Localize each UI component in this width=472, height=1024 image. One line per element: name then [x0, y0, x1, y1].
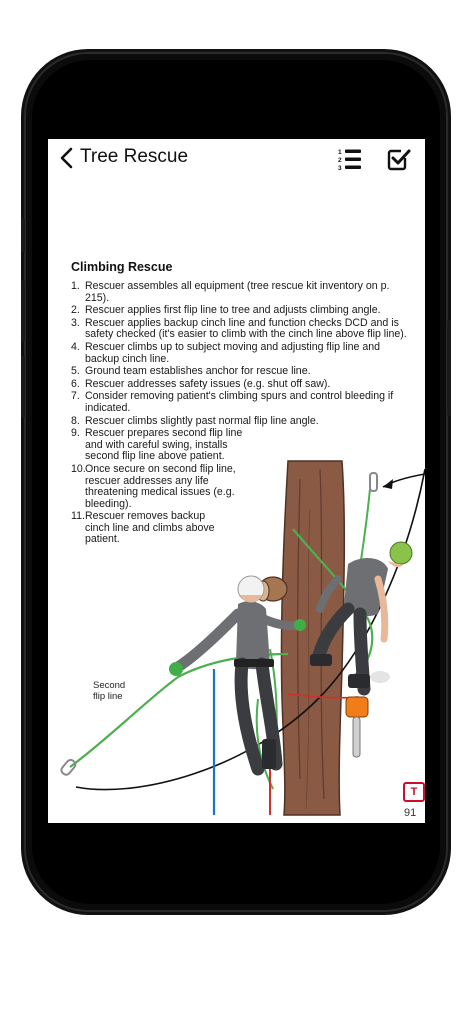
power-button: [447, 320, 451, 416]
svg-text:1: 1: [338, 149, 342, 156]
step-text: Ground team establishes anchor for rescue line.: [85, 365, 311, 378]
step-number: 9.: [71, 427, 80, 440]
svg-text:2: 2: [338, 157, 342, 164]
step-number: 10.: [71, 462, 86, 475]
step-text: Rescuer assembles all equipment (tree rescue kit inventory on p. 215).: [85, 280, 390, 304]
svg-text:3: 3: [338, 165, 342, 171]
step-text: Rescuer climbs slightly past normal flip line angle.: [85, 414, 319, 427]
volume-down-button: [21, 356, 25, 418]
list-item: [71, 366, 407, 378]
app-screen: [48, 139, 425, 823]
brand-logo-icon: T: [403, 782, 425, 802]
carabiner-icon: [60, 758, 77, 776]
step-number: 3.: [71, 316, 80, 329]
step-text: Rescuer climbs up to subject moving and adjusting flip line and backup cinch line.: [85, 340, 381, 365]
chevron-left-icon[interactable]: [56, 146, 78, 170]
step-number: 2.: [71, 304, 80, 317]
step-text: Rescuer addresses safety issues (e.g. shut off saw).: [85, 377, 331, 390]
list-item: [71, 318, 407, 341]
page-title: Tree Rescue: [80, 146, 189, 167]
list-item: [71, 305, 407, 317]
list-item: [71, 379, 407, 391]
step-text: Once secure on second flip line, rescuer addresses any life threatening medical issues (e.g. bleeding).: [85, 462, 236, 510]
volume-up-button: [21, 280, 25, 342]
list-item: [71, 416, 407, 428]
tree-trunk: [281, 461, 344, 815]
step-text: Consider removing patient's climbing spurs and control bleeding if indicated.: [85, 390, 394, 414]
section-heading: Climbing Rescue: [71, 260, 173, 274]
step-text: Rescuer applies backup cinch line and function checks DCD and is safety checked (it's easier to climb with the cinch line above flip line).: [85, 316, 407, 341]
illustration-label: Second flip line: [93, 680, 126, 702]
page-number: 91: [404, 807, 417, 819]
checkbox-check-icon[interactable]: [387, 147, 411, 171]
step-text: Rescuer applies first flip line to tree and adjusts climbing angle.: [85, 304, 381, 317]
list-item: [71, 391, 407, 414]
numbered-list-icon[interactable]: [337, 147, 363, 171]
step-text: Rescuer removes backup cinch line and climbs above patient.: [85, 510, 215, 546]
step-number: 4.: [71, 340, 80, 353]
tree-rescue-illustration: [48, 449, 425, 823]
step-number: 1.: [71, 280, 80, 292]
step-number: 11.: [71, 510, 85, 523]
step-number: 8.: [71, 414, 80, 427]
step-text: Rescuer prepares second flip line and with careful swing, installs second flip line above patient.: [85, 427, 243, 463]
mute-switch: [21, 218, 25, 252]
list-item: [71, 342, 407, 365]
step-number: 6.: [71, 377, 80, 390]
step-number: 7.: [71, 390, 80, 403]
list-item: [71, 281, 407, 304]
step-number: 5.: [71, 365, 80, 378]
nav-header: [48, 139, 425, 177]
